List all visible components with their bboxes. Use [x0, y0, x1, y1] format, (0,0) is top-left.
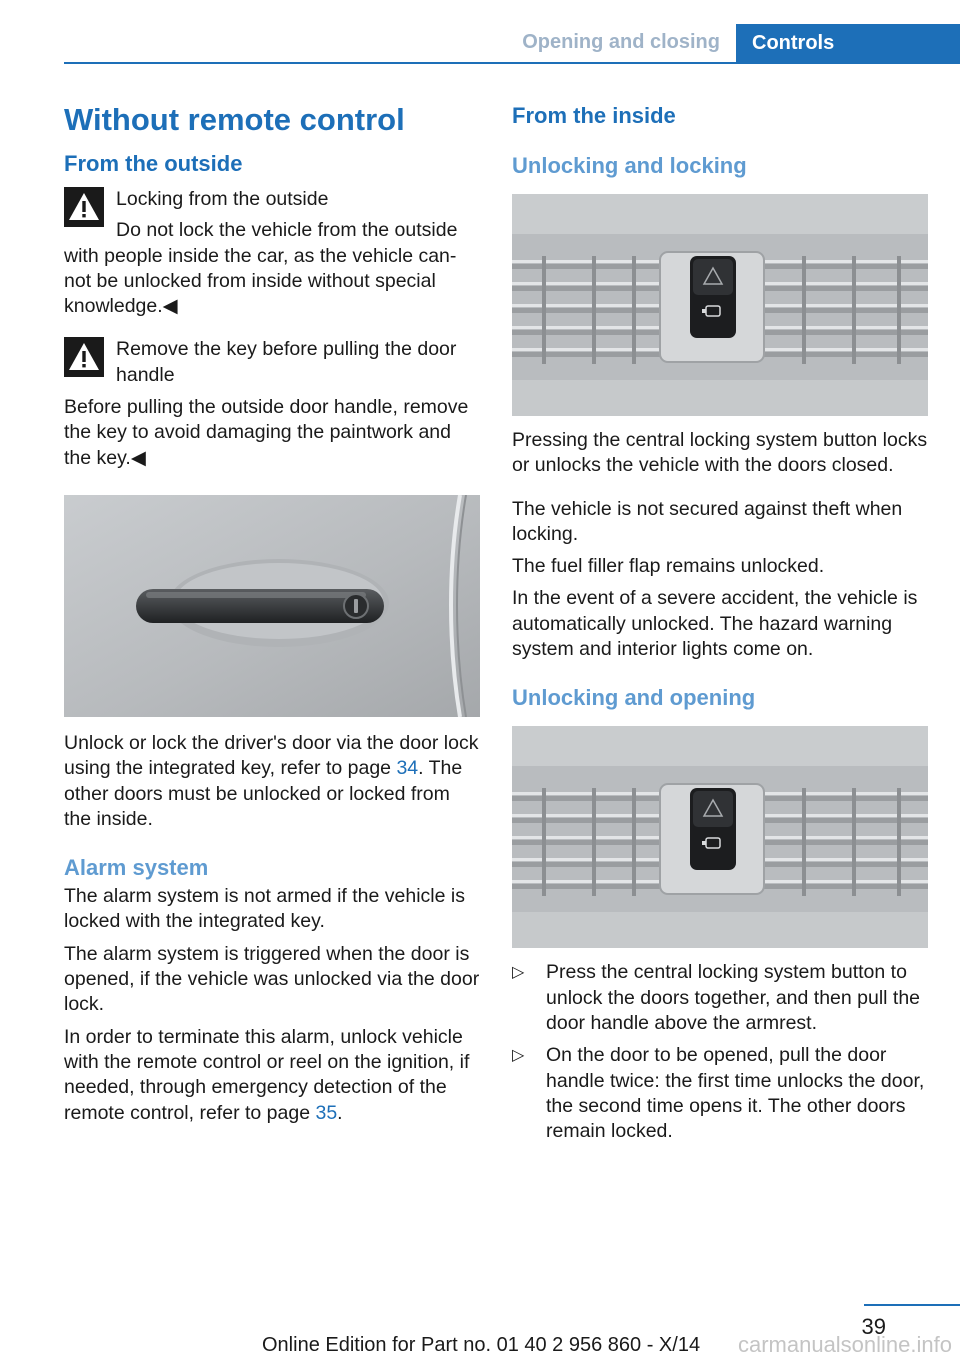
page-number: 39: [861, 1314, 886, 1339]
unlocking-opening-heading: Unlocking and opening: [512, 685, 756, 711]
alarm-paragraph-1: The alarm system is not armed if the vehicle is locked with the integrated key.: [64, 885, 465, 933]
warning-text-first: Do not lock the vehicle from the outside: [116, 219, 458, 242]
right-column: [512, 96, 928, 1151]
left-column: [64, 96, 480, 1126]
warning-text: Before pulling the outside door handle, remove the key to avoid damaging the paintwork and the key.◀: [64, 396, 469, 469]
watermark-text: carmanualsonline.info: [737, 1332, 952, 1357]
warning-triangle-icon: [64, 337, 104, 377]
caption-text: Unlock or lock the driver's door via the door lock using the integrated key, refer to page: [64, 731, 479, 780]
central-locking-paragraph: Pressing the central locking system button locks or unlocks the vehicle with the doors closed.: [512, 429, 928, 477]
unlocking-locking-heading: Unlocking and locking: [512, 153, 747, 178]
central-locking-button-image: [512, 726, 928, 948]
warning-locking-outside: [64, 187, 480, 319]
list-item: [512, 960, 928, 1036]
alarm-paragraph-2: The alarm system is triggered when the door is opened, if the vehicle was unlocked via the door lock.: [64, 942, 480, 1016]
section-title: Without remote control: [64, 102, 405, 137]
door-handle-image: [64, 495, 480, 717]
warning-text: with people inside the car, as the vehicle can-not be unlocked from inside without special knowledge.◀: [64, 244, 457, 318]
alarm-system-heading: Alarm system: [64, 855, 209, 881]
running-header: [64, 24, 960, 64]
alarm-text-end: .: [337, 1101, 343, 1124]
warning-title: Locking from the outside: [116, 188, 329, 210]
footer-rule: [864, 1304, 960, 1306]
alarm-text: In order to terminate this alarm, unlock vehicle with the remote control or reel on the ignition, if needed, through emergency detection of the remote control, refer to page: [64, 1025, 470, 1124]
triangle-bullet-icon: ▷: [512, 1047, 525, 1065]
caption-text-end: . The other doors must be unlocked or locked from the inside.: [64, 757, 463, 830]
fuel-flap-paragraph: The fuel filler flap remains unlocked.: [512, 555, 825, 578]
steps-list: [512, 960, 928, 1144]
subsection-title: From the outside: [64, 151, 243, 176]
header-section-title: Opening and closing: [522, 31, 720, 53]
warning-remove-key: [64, 337, 480, 470]
header-chapter-tab: Controls: [736, 24, 960, 62]
edition-footer: Online Edition for Part no. 01 40 2 956 860 - X/14: [262, 1334, 701, 1356]
image-caption: [64, 731, 480, 832]
from-inside-title: From the inside: [512, 103, 676, 128]
page-ref-link[interactable]: 35: [315, 1101, 338, 1124]
accident-paragraph: In the event of a severe accident, the vehicle is automatically unlocked. The hazard warning system and interior lights come on.: [512, 587, 918, 661]
page-ref-link[interactable]: 34: [396, 757, 419, 780]
warning-triangle-icon: [64, 187, 104, 227]
central-locking-button-image: [512, 194, 928, 416]
theft-paragraph: The vehicle is not secured against theft when locking.: [512, 497, 903, 545]
warning-title: Remove the key before pulling the door handle: [116, 338, 457, 386]
triangle-bullet-icon: ▷: [512, 964, 525, 982]
alarm-paragraph-3: [64, 1025, 480, 1126]
list-item-text: On the door to be opened, pull the door handle twice: the first time unlocks the door, the second time opens it. The other doors remain locked.: [546, 1044, 925, 1143]
list-item-text: Press the central locking system button to unlock the doors together, and then pull the door handle above the armrest.: [546, 961, 921, 1034]
list-item: [512, 1043, 928, 1144]
